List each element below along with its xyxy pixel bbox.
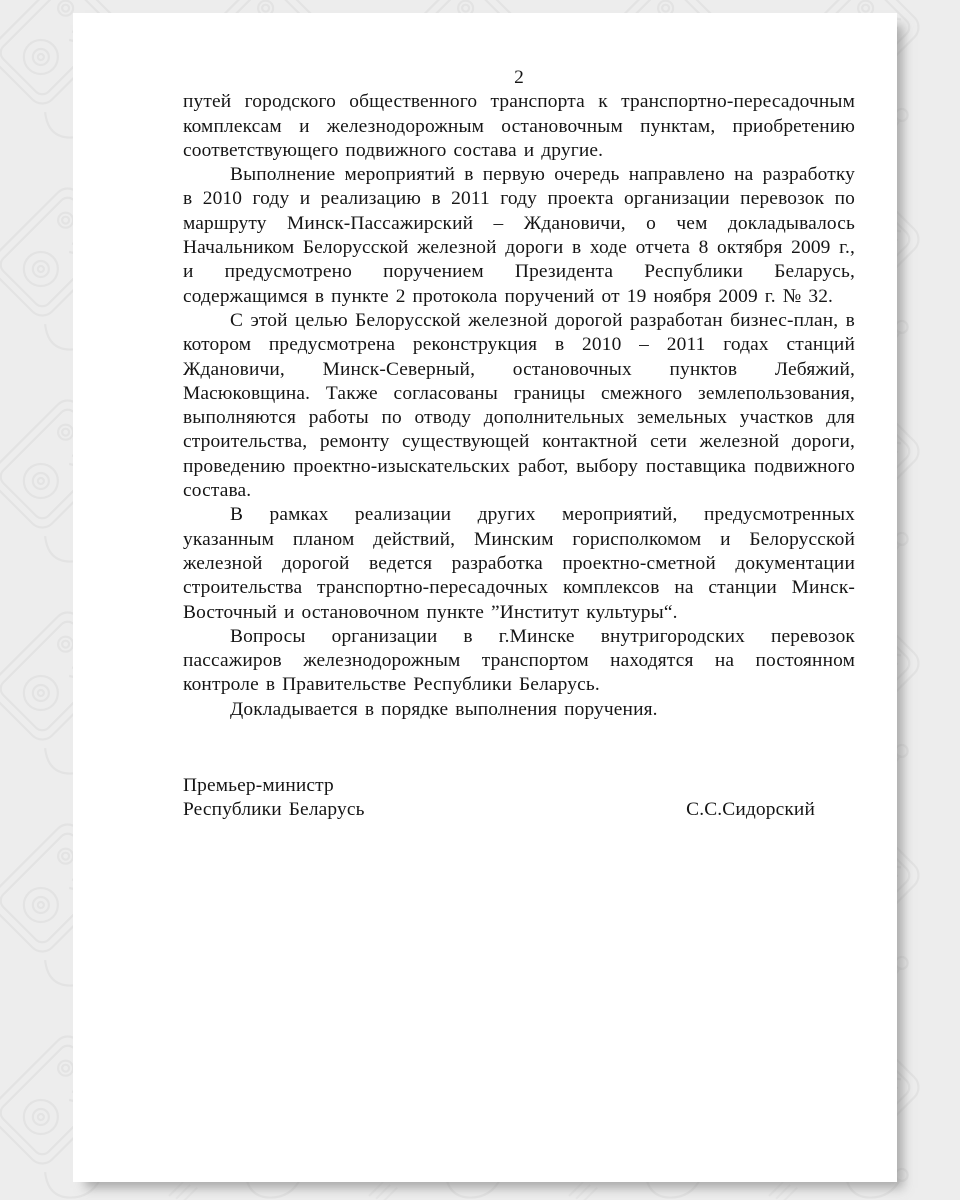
paragraph: Вопросы организации в г.Минске внутригородских перевозок пассажиров железнодорожным транспортом находятся на постоянном контроле в Правительстве Республики Беларусь. <box>183 625 855 696</box>
paragraph: Выполнение мероприятий в первую очередь направлено на разработку в 2010 году и реализацию в 2011 году проекта организации перевозок по маршруту Минск-Пассажирский – Ждановичи, о чем докладывалось Начальником Белорусской железной дороги в ходе отчета 8 октября 2009 г., и предусмотрено поручением Президента Республики Беларусь, содержащимся в пункте 2 протокола поручений от 19 ноября 2009 г. № 32. <box>183 164 855 307</box>
signatory-name: С.С.Сидорский <box>686 799 815 821</box>
paragraph: В рамках реализации других мероприятий, предусмотренных указанным планом действий, Минским горисполкомом и Белорусской железной дорогой ведется разработка проектно-сметной документации строительства транспортно-пересадочных комплексов на станции Минск-Восточный и остановочном пункте ”Институт культуры“. <box>183 504 855 623</box>
signature-block <box>183 774 855 823</box>
signatory-title-line2: Республики Беларусь <box>183 799 365 821</box>
page-content <box>73 13 897 823</box>
page-number: 2 <box>514 67 524 88</box>
signatory-title-line1: Премьер-министр <box>183 775 334 797</box>
signatory-title <box>183 774 365 823</box>
paragraph: Докладывается в порядке выполнения поручения. <box>230 698 658 720</box>
document-page <box>73 13 897 1182</box>
paragraph-continuation: путей городского общественного транспорта к транспортно-пересадочным комплексам и железнодорожным остановочным пунктам, приобретению соответствующего подвижного состава и другие. <box>183 91 855 161</box>
paragraph: С этой целью Белорусской железной дорогой разработан бизнес-план, в котором предусмотрена реконструкция в 2010 – 2011 годах станций Ждановичи, Минск-Северный, остановочных пунктов Лебяжий, Масюковщина. Также согласованы границы смежного землепользования, выполняются работы по отводу дополнительных земельных участков для строительства, ремонту существующей контактной сети железной дороги, проведению проектно-изыскательских работ, выбору поставщика подвижного состава. <box>183 309 855 502</box>
